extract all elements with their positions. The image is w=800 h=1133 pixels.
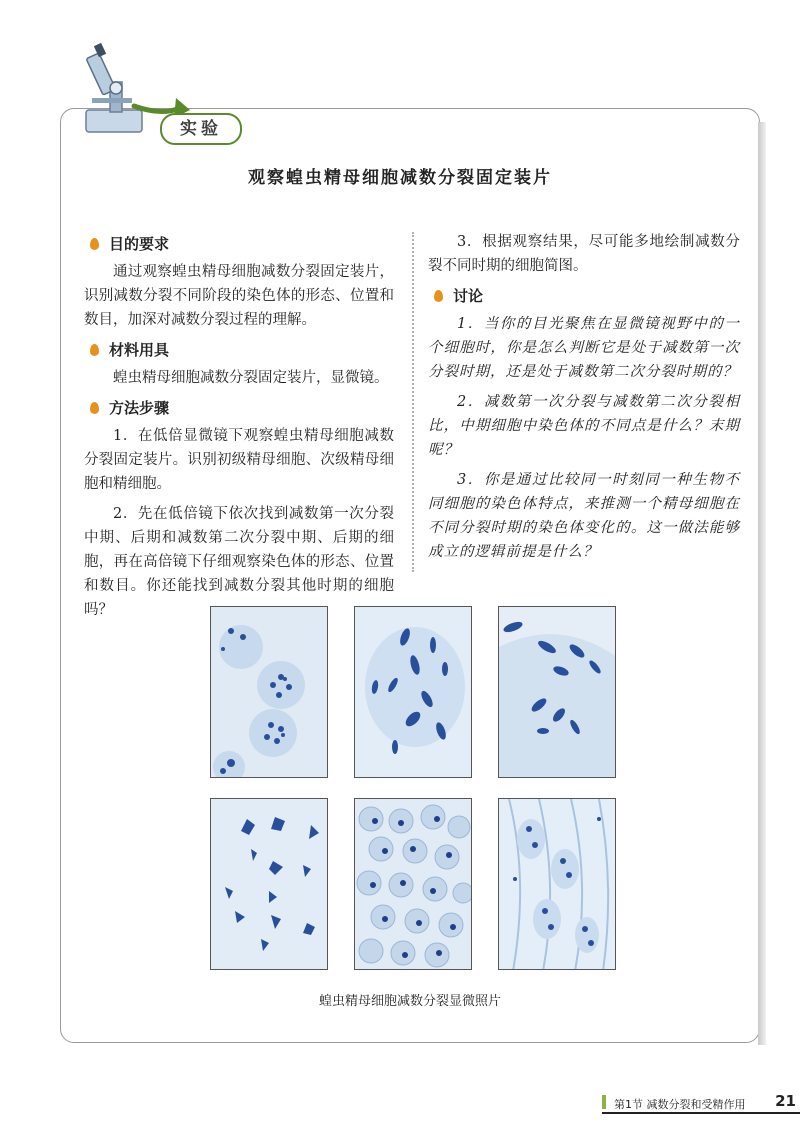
footer-accent-bar bbox=[602, 1095, 606, 1109]
discussion-q3: 3．你是通过比较同一时刻同一种生物不同细胞的染色体特点，来推测一个精母细胞在不同分裂时期的染色体变化的。这一做法能够成立的逻辑前提是什么？ bbox=[428, 472, 740, 560]
micrograph-2 bbox=[354, 606, 472, 778]
experiment-tag: 实验 bbox=[160, 113, 242, 145]
page-number: 21 bbox=[775, 1092, 796, 1110]
micrograph-4 bbox=[210, 798, 328, 970]
micrograph-6 bbox=[498, 798, 616, 970]
step-1-text: 1．在低倍显微镜下观察蝗虫精母细胞减数分裂固定装片。识别初级精母细胞、次级精母细胞和精细胞。 bbox=[84, 428, 394, 492]
section-heading-steps: 方法步骤 bbox=[84, 396, 394, 420]
drop-bullet-icon bbox=[90, 402, 99, 414]
left-column bbox=[84, 230, 394, 628]
drop-bullet-icon bbox=[90, 344, 99, 356]
micrograph-3 bbox=[498, 606, 616, 778]
goals-text: 通过观察蝗虫精母细胞减数分裂固定装片，识别减数分裂不同阶段的染色体的形态、位置和数目，加深对减数分裂过程的理解。 bbox=[84, 264, 394, 328]
step-3-text: 3．根据观察结果，尽可能多地绘制减数分裂不同时期的细胞简图。 bbox=[428, 234, 740, 274]
materials-text: 蝗虫精母细胞减数分裂固定装片，显微镜。 bbox=[113, 370, 389, 386]
discussion-q2: 2．减数第一次分裂与减数第二次分裂相比，中期细胞中染色体的不同点是什么？末期呢？ bbox=[428, 394, 740, 458]
figure-caption: 蝗虫精母细胞减数分裂显微照片 bbox=[318, 994, 501, 1009]
section-heading-goals: 目的要求 bbox=[84, 232, 394, 256]
footer-section-title: 第1节 减数分裂和受精作用 bbox=[614, 1098, 746, 1111]
micrograph-5 bbox=[354, 798, 472, 970]
section-heading-discussion: 讨论 bbox=[428, 284, 740, 308]
panel-shadow bbox=[758, 122, 766, 1045]
column-divider bbox=[412, 232, 414, 572]
discussion-q1: 1．当你的目光聚焦在显微镜视野中的一个细胞时，你是怎么判断它是处于减数第一次分裂时期，还是处于减数第二次分裂时期的？ bbox=[428, 316, 740, 380]
drop-bullet-icon bbox=[434, 290, 443, 302]
page-footer bbox=[602, 1092, 800, 1114]
micrograph-1 bbox=[210, 606, 328, 778]
step-2-text: 2．先在低倍镜下依次找到减数第一次分裂中期、后期和减数第二次分裂中期、后期的细胞，再在高倍镜下仔细观察染色体的形态、位置和数目。你还能找到减数分裂其他时期的细胞吗？ bbox=[84, 506, 394, 618]
right-column bbox=[428, 230, 740, 570]
page-title: 观察蝗虫精母细胞减数分裂固定装片 bbox=[248, 168, 552, 188]
section-heading-materials: 材料用具 bbox=[84, 338, 394, 362]
drop-bullet-icon bbox=[90, 238, 99, 250]
